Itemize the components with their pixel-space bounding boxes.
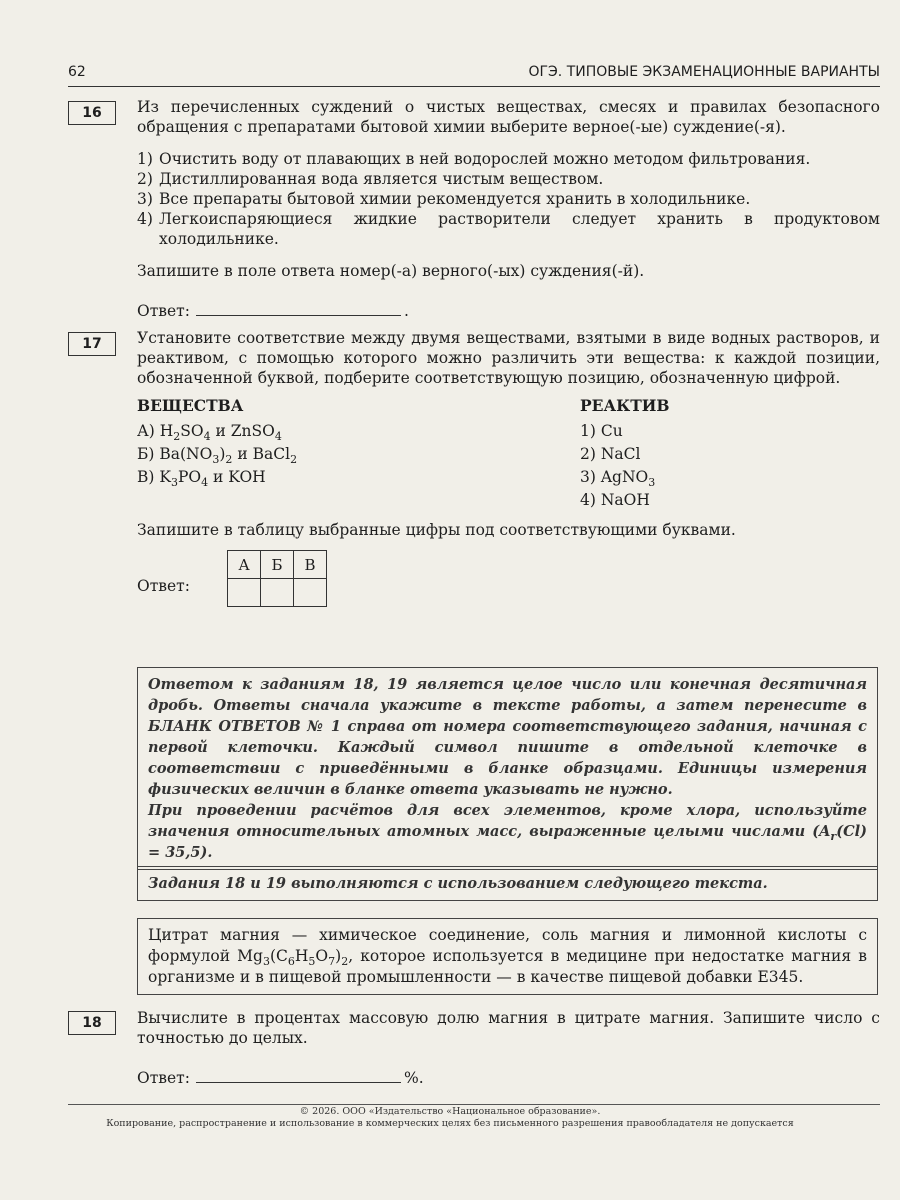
substance-label: Б) [137, 445, 155, 463]
footer-copyright: © 2026. ООО «Издательство «Национальное образование». [299, 1106, 601, 1117]
substance-conj: и [213, 468, 224, 486]
task-16-answer [137, 299, 880, 321]
answer-suffix: %. [403, 1069, 424, 1087]
option-number: 1) [137, 150, 153, 168]
citrate-text-suffix: , которое используется в медицине при недостатке магния в организме и в пищевой промышленности — в качестве пищевой добавки Е345. [148, 947, 867, 986]
header-divider [68, 86, 880, 87]
substance-conj: и [237, 445, 248, 463]
answer-table-input-row [228, 579, 327, 607]
answer-table [227, 550, 327, 607]
reagent-label: 2) [580, 445, 596, 463]
answer-table-header: Б [261, 551, 294, 579]
answer-cell-v[interactable] [294, 579, 327, 607]
task-16-option [137, 149, 880, 169]
citrate-text-prefix: Цитрат магния — химическое соединение, соль магния и лимонной кислоты с формулой [148, 926, 867, 965]
task-17-question: Установите соответствие между двумя веществами, взятыми в виде водных растворов, и реактивом, с помощью которого можно различить эти вещества: к каждой позиции, обозначенной буквой, подберите соответствующую позицию, обозначенную цифрой. [137, 329, 880, 387]
answer-cell-a[interactable] [228, 579, 261, 607]
instruction-calc-prefix: При проведении расчётов для всех элементов, кроме хлора, используйте значения относительных атомных масс, выраженные целыми числами ( [148, 802, 867, 840]
task-18-number: 18 [68, 1011, 116, 1035]
reagent-4: 4) NaOH [580, 491, 650, 509]
task-18-answer-field[interactable] [196, 1066, 401, 1083]
task-16-options [137, 149, 880, 249]
tasks-note-box [137, 866, 878, 901]
page-number: 62 [68, 64, 86, 80]
substance-v: В) $K_3PO_4$ и KOH [137, 468, 266, 490]
reagent-label: 1) [580, 422, 596, 440]
task-16-number: 16 [68, 101, 116, 125]
substance-a: А) $H_2SO_4$ и ZnSO$_4$ [137, 422, 282, 444]
reagent-2: 2) NaCl [580, 445, 641, 463]
reagent-1: 1) Cu [580, 422, 623, 440]
answer-label: Ответ: [137, 1069, 190, 1087]
reagents-header: РЕАКТИВ [580, 396, 670, 415]
running-title: ОГЭ. ТИПОВЫЕ ЭКЗАМЕНАЦИОННЫЕ ВАРИАНТЫ [528, 64, 880, 80]
substances-column [137, 396, 580, 512]
task-16-question: Из перечисленных суждений о чистых веществах, смесях и правилах безопасного обращения с препаратами бытовой химии выберите верное(-ые) суждение(-я). [137, 98, 880, 136]
option-number: 3) [137, 190, 153, 208]
task-16-option [137, 189, 880, 209]
reagent-label: 3) [580, 468, 596, 486]
option-text: Легкоиспаряющиеся жидкие растворители следует хранить в продуктовом холодильнике. [159, 210, 880, 248]
task-17-number: 17 [68, 332, 116, 356]
option-text: Все препараты бытовой химии рекомендуется хранить в холодильнике. [159, 190, 751, 208]
option-text: Дистиллированная вода является чистым веществом. [159, 170, 604, 188]
reagents-column [580, 396, 880, 512]
substance-label: А) [137, 422, 155, 440]
option-text: Очистить воду от плавающих в ней водорослей можно методом фильтрования. [159, 150, 811, 168]
task-16-instruction: Запишите в поле ответа номер(-а) верного(-ых) суждения(-й). [137, 262, 645, 280]
matching-columns [137, 396, 880, 512]
task-17 [137, 328, 880, 607]
task-18-question: Вычислите в процентах массовую долю магния в цитрате магния. Запишите число с точностью до целых. [137, 1009, 880, 1047]
answer-table-header: А [228, 551, 261, 579]
task-16-option [137, 169, 880, 189]
footer-notice: Копирование, распространение и использование в коммерческих целях без письменного разрешения правообладателя не допускается [106, 1118, 794, 1129]
footer-divider [68, 1104, 880, 1105]
answer-cell-b[interactable] [261, 579, 294, 607]
substance-conj: и [215, 422, 226, 440]
substance-b: Б) $Ba(NO_3)_2$ и BaCl$_2$ [137, 445, 298, 467]
citrate-text-box: Цитрат магния — химическое соединение, соль магния и лимонной кислоты с формулой $Mg_3(C_6H_5O_7)_2$, которое используется в медицине при недостатке магния в организме и в пищевой промышленности — в качестве пищевой добавки Е345. [137, 918, 878, 995]
reagent-3: 3) AgNO$_3$ [580, 468, 656, 490]
answer-label: Ответ: [137, 302, 190, 320]
instruction-text: Ответом к заданиям 18, 19 является целое число или конечная десятичная дробь. Ответы сначала укажите в тексте работы, а затем перенесите в БЛАНК ОТВЕТОВ № 1 справа от номера соответствующего задания, начиная с первой клеточки. Каждый символ пишите в отдельной клеточке в соответствии с приведёнными в бланке образцами. Единицы измерения физических величин в бланке ответа указывать не нужно. [148, 676, 867, 798]
answer-label: Ответ: [137, 576, 190, 595]
task-18 [137, 1008, 880, 1100]
option-number: 4) [137, 210, 153, 228]
instruction-calc: При проведении расчётов для всех элементов, кроме хлора, используйте значения относительных атомных масс, выраженные целыми числами $(A_r(Cl) = 35,5)$. [148, 802, 867, 861]
task-16-answer-field[interactable] [196, 299, 401, 316]
reagent-label: 4) [580, 491, 596, 509]
substance-label: В) [137, 468, 155, 486]
tasks-note: Задания 18 и 19 выполняются с использованием следующего текста. [148, 875, 768, 892]
answer-table-header: В [294, 551, 327, 579]
task-17-answer [137, 550, 880, 607]
page-header [68, 60, 880, 84]
instruction-box [137, 667, 878, 870]
answer-suffix: . [403, 302, 409, 320]
answer-table-header-row [228, 551, 327, 579]
instruction-calc-suffix: ) = 35,5). [148, 823, 867, 861]
task-16-option [137, 209, 880, 249]
option-number: 2) [137, 170, 153, 188]
task-18-answer [137, 1066, 880, 1088]
task-16 [137, 97, 880, 333]
task-17-instruction: Запишите в таблицу выбранные цифры под соответствующими буквами. [137, 521, 736, 539]
substances-header: ВЕЩЕСТВА [137, 396, 244, 415]
